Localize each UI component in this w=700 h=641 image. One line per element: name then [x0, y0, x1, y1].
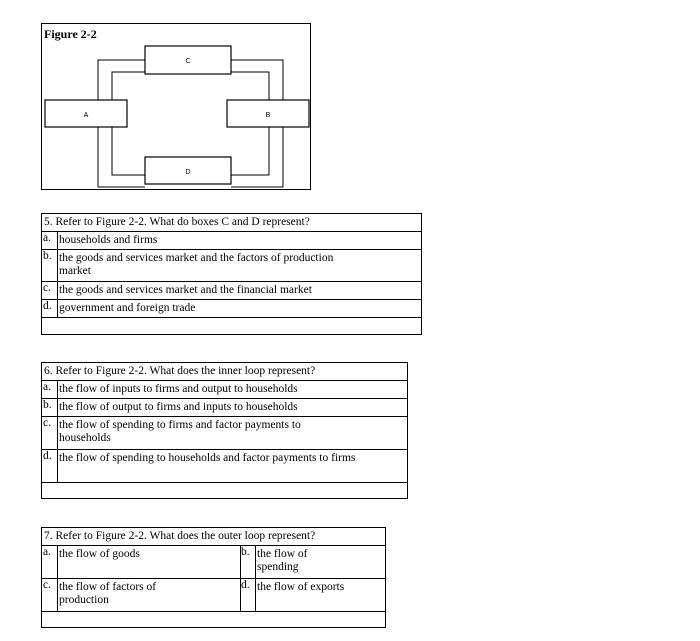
q5-option-b[interactable]	[42, 249, 421, 281]
question-7-table	[41, 527, 386, 628]
option-letter: a.	[42, 546, 58, 579]
box-b-label: B	[265, 112, 271, 119]
option-text: the flow of output to firms and inputs to households	[59, 401, 298, 413]
q5-option-d[interactable]	[42, 299, 421, 317]
question-5-row	[42, 214, 421, 231]
option-letter: a.	[42, 381, 58, 398]
option-text: the flow of spending to firms and factor payments to households	[59, 419, 301, 444]
option-letter: d.	[42, 450, 58, 482]
q6-option-a[interactable]	[42, 380, 407, 398]
outer-loop-path-da	[112, 127, 145, 175]
option-text: the goods and services market and the factors of production market	[59, 252, 334, 277]
option-letter: a.	[42, 232, 58, 249]
option-text: households and firms	[59, 234, 158, 246]
option-text: the flow of exports	[257, 581, 345, 593]
box-c-label: C	[185, 58, 191, 65]
option-text: the flow of spending	[257, 548, 308, 573]
option-letter: d.	[240, 579, 256, 612]
q7-option-b[interactable]	[240, 546, 387, 579]
q6-option-d[interactable]	[42, 449, 407, 482]
circular-flow-diagram	[41, 23, 311, 190]
q7-spacer-row	[42, 611, 385, 628]
question-6-text: 6. Refer to Figure 2-2. What does the inner loop represent?	[44, 365, 316, 377]
inner-loop-path-cb	[231, 60, 283, 100]
q7-option-a[interactable]	[42, 546, 240, 579]
option-letter: c.	[42, 417, 58, 449]
q6-spacer-row	[42, 482, 407, 499]
box-a-label: A	[83, 112, 89, 119]
option-text: the flow of goods	[59, 548, 140, 560]
option-letter: c.	[42, 579, 58, 612]
option-text: the goods and services market and the financial market	[59, 284, 312, 296]
option-text: the flow of factors of production	[59, 581, 157, 606]
option-letter: d.	[42, 300, 58, 317]
q6-option-c[interactable]	[42, 416, 407, 449]
figure-title: Figure 2-2	[44, 27, 97, 41]
q5-option-c[interactable]	[42, 281, 421, 299]
question-5-text: 5. Refer to Figure 2-2. What do boxes C and D represent?	[44, 216, 310, 228]
outer-loop-path-cb	[231, 72, 269, 100]
question-6-row	[42, 363, 407, 380]
q5-option-a[interactable]	[42, 231, 421, 249]
option-text: government and foreign trade	[59, 302, 196, 314]
question-6-table	[41, 362, 408, 499]
inner-loop-path-bd	[231, 127, 283, 187]
option-letter: b.	[240, 546, 256, 579]
option-letter: b.	[42, 250, 58, 281]
outer-loop-path-bd	[231, 127, 269, 175]
question-7-text: 7. Refer to Figure 2-2. What does the outer loop represent?	[44, 530, 316, 542]
question-5-table	[41, 213, 422, 335]
q7-option-c[interactable]	[42, 579, 240, 612]
q7-option-d[interactable]	[240, 579, 387, 612]
option-letter: b.	[42, 399, 58, 416]
inner-loop-path-da	[98, 127, 145, 187]
q6-option-b[interactable]	[42, 398, 407, 416]
option-letter: c.	[42, 282, 58, 299]
option-text: the flow of inputs to firms and output to households	[59, 383, 298, 395]
option-text: the flow of spending to households and factor payments to firms	[59, 452, 356, 464]
q7-options-row-2	[42, 578, 385, 611]
question-7-row	[42, 528, 385, 545]
box-d-label: D	[185, 169, 191, 176]
outer-loop-path-ac	[112, 72, 145, 100]
q5-spacer-row	[42, 317, 421, 335]
inner-loop-path-ac	[98, 60, 145, 100]
q7-options-row-1	[42, 545, 385, 578]
